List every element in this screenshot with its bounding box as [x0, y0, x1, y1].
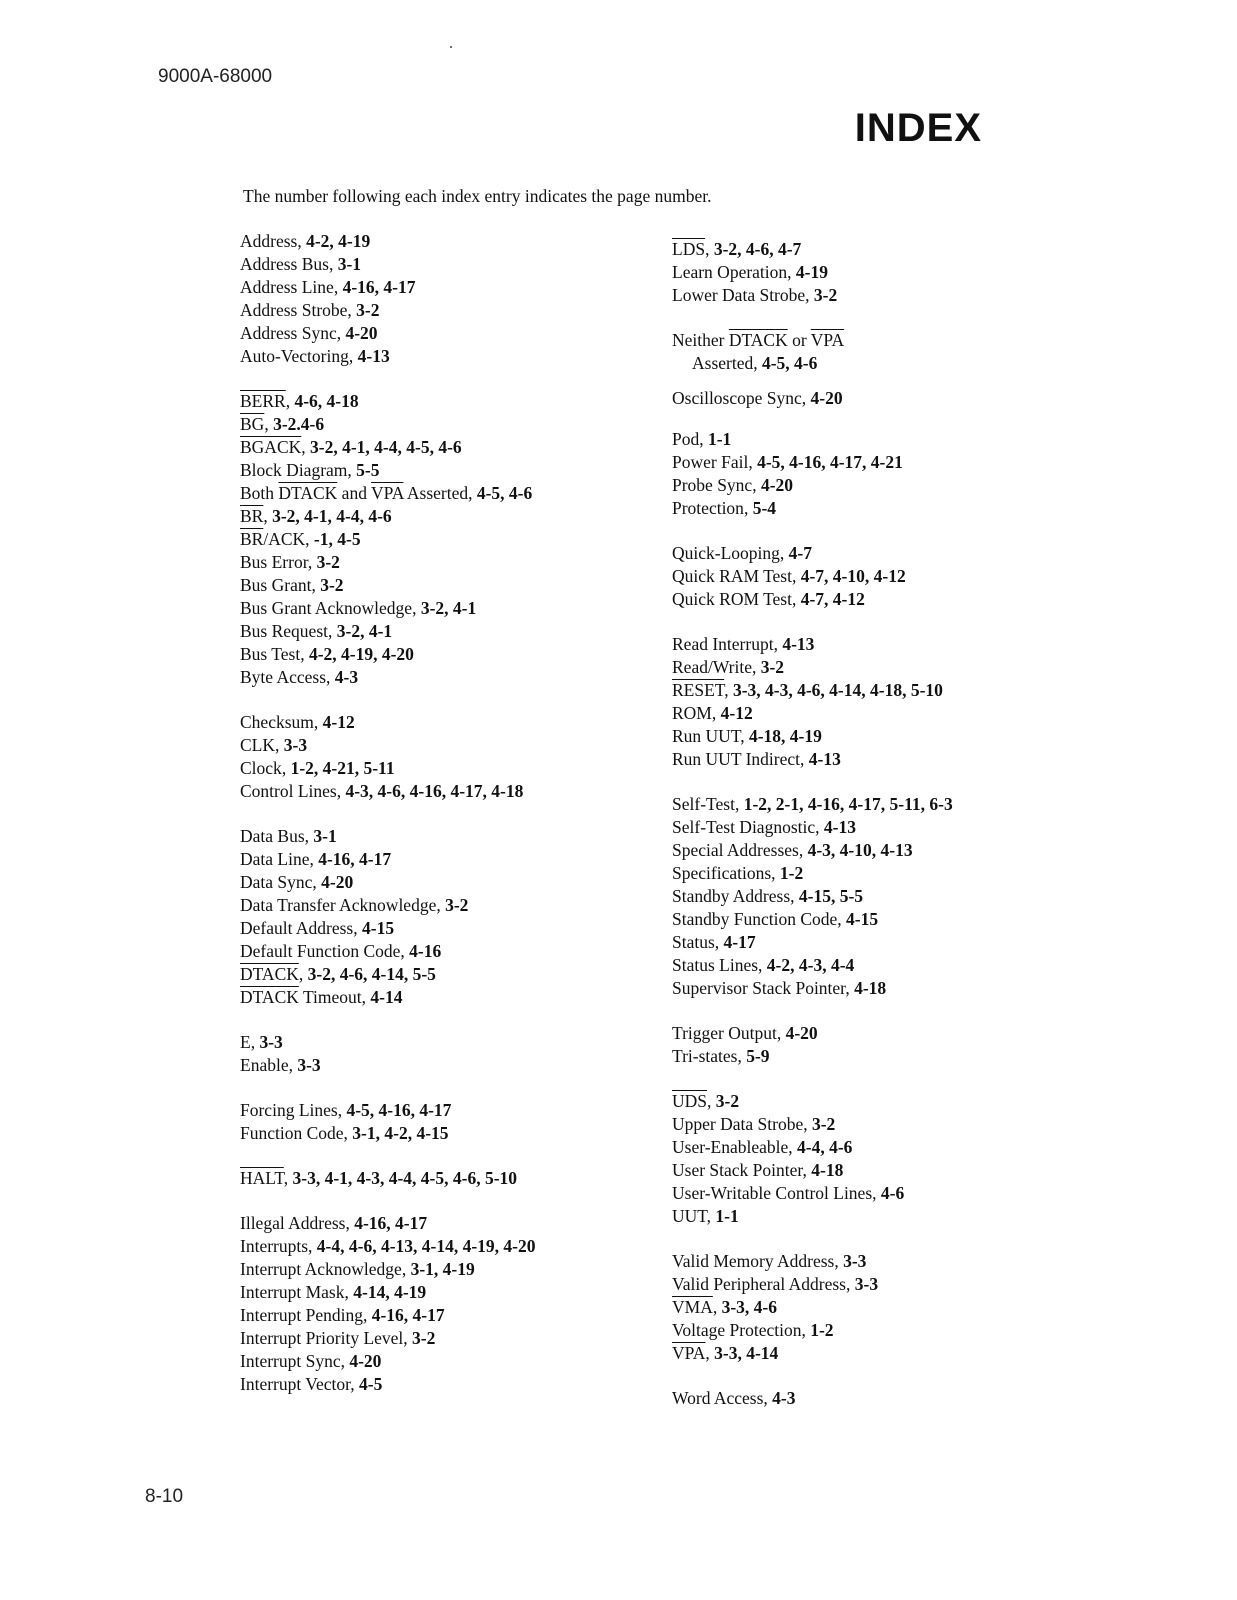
index-entry: User-Enableable, 4-4, 4-6: [672, 1137, 853, 1157]
index-entry: Word Access, 4-3: [672, 1388, 796, 1408]
scan-speck: [450, 46, 452, 48]
index-entry: E, 3-3: [240, 1032, 283, 1052]
index-entry: Interrupt Mask, 4-14, 4-19: [240, 1282, 427, 1302]
index-group-v: [672, 1250, 1092, 1365]
index-group-t: [672, 1022, 1092, 1068]
index-entry: Supervisor Stack Pointer, 4-18: [672, 978, 887, 998]
index-group-f: [240, 1099, 660, 1145]
index-entry: Default Function Code, 4-16: [240, 941, 442, 961]
index-entry: Interrupt Priority Level, 3-2: [240, 1328, 436, 1348]
index-entry: Quick RAM Test, 4-7, 4-10, 4-12: [672, 566, 906, 586]
index-entry: Valid Peripheral Address, 3-3: [672, 1274, 879, 1294]
index-entry: Address Sync, 4-20: [240, 323, 378, 343]
index-entry: Interrupts, 4-4, 4-6, 4-13, 4-14, 4-19, 4-20: [240, 1236, 536, 1256]
index-entry: Status, 4-17: [672, 932, 756, 952]
page-title: INDEX: [854, 106, 982, 150]
index-entry: Forcing Lines, 4-5, 4-16, 4-17: [240, 1100, 452, 1120]
index-entry: Interrupt Pending, 4-16, 4-17: [240, 1305, 445, 1325]
index-entry: Bus Error, 3-2: [240, 552, 340, 572]
index-entry: Bus Request, 3-2, 4-1: [240, 621, 393, 641]
index-entry: Oscilloscope Sync, 4-20: [672, 388, 843, 408]
index-group-p: [672, 428, 1092, 520]
index-entry: Interrupt Acknowledge, 3-1, 4-19: [240, 1259, 475, 1279]
index-entry: $\overline{LDS}$, 3-2, 4-6, 4-7: [672, 239, 802, 259]
index-entry: User Stack Pointer, 4-18: [672, 1160, 844, 1180]
index-entry: $\overline{BR}$/ACK, -1, 4-5: [240, 529, 361, 549]
index-entry: Quick ROM Test, 4-7, 4-12: [672, 589, 865, 609]
index-entry: Address Strobe, 3-2: [240, 300, 380, 320]
index-entry: Data Bus, 3-1: [240, 826, 337, 846]
index-group-h: [240, 1167, 660, 1190]
index-entry: ROM, 4-12: [672, 703, 753, 723]
index-group-n: [672, 329, 1092, 375]
index-entry: BERR, 4-6, 4-18: [240, 391, 359, 411]
index-group-d: [240, 825, 660, 1009]
index-group-q: [672, 542, 1092, 611]
index-entry: Default Address, 4-15: [240, 918, 395, 938]
index-entry: Specifications, 1-2: [672, 863, 804, 883]
index-group-i: [240, 1212, 660, 1396]
index-entry: Voltage Protection, 1-2: [672, 1320, 834, 1340]
index-entry: RESET, 3-3, 4-3, 4-6, 4-14, 4-18, 5-10: [672, 680, 943, 700]
index-entry: Address, 4-2, 4-19: [240, 231, 371, 251]
index-entry: Both DTACK and $\overline{VPA}$ Asserted, 4-5, 4-6: [240, 483, 533, 503]
index-entry: Run UUT Indirect, 4-13: [672, 749, 841, 769]
index-entry: Data Transfer Acknowledge, 3-2: [240, 895, 469, 915]
index-entry: Status Lines, 4-2, 4-3, 4-4: [672, 955, 855, 975]
index-column-right: [672, 230, 1092, 1432]
index-entry: Learn Operation, 4-19: [672, 262, 828, 282]
index-entry: Neither DTACK or $\overline{VPA}$: [672, 330, 845, 350]
index-entry: Quick-Looping, 4-7: [672, 543, 812, 563]
index-entry: CLK, 3-3: [240, 735, 308, 755]
index-entry: $\overline{VPA}$, 3-3, 4-14: [672, 1343, 779, 1363]
index-entry: Read/Write, 3-2: [672, 657, 785, 677]
index-entry: Tri-states, 5-9: [672, 1046, 770, 1066]
index-group-s: [672, 793, 1092, 1000]
index-entry: Block Diagram, 5-5: [240, 460, 380, 480]
index-entry: DTACK, 3-2, 4-6, 4-14, 5-5: [240, 964, 436, 984]
index-entry: Address Bus, 3-1: [240, 254, 362, 274]
index-entry: BGACK, 3-2, 4-1, 4-4, 4-5, 4-6: [240, 437, 462, 457]
index-entry: Standby Address, 4-15, 5-5: [672, 886, 864, 906]
index-group-e: [240, 1031, 660, 1077]
index-entry: Control Lines, 4-3, 4-6, 4-16, 4-17, 4-18: [240, 781, 524, 801]
index-group-w: [672, 1387, 1092, 1410]
index-entry: User-Writable Control Lines, 4-6: [672, 1183, 905, 1203]
index-entry: Byte Access, 4-3: [240, 667, 359, 687]
index-entry: Checksum, 4-12: [240, 712, 355, 732]
index-entry: $\overline{VMA}$, 3-3, 4-6: [672, 1297, 777, 1317]
index-group-u: [672, 1090, 1092, 1228]
index-entry: Pod, 1-1: [672, 429, 732, 449]
index-entry: Protection, 5-4: [672, 498, 777, 518]
index-entry: $\overline{BR}$, 3-2, 4-1, 4-4, 4-6: [240, 506, 392, 526]
index-entry: Power Fail, 4-5, 4-16, 4-17, 4-21: [672, 452, 903, 472]
index-entry: Upper Data Strobe, 3-2: [672, 1114, 836, 1134]
index-entry: $\overline{BG}$, 3-2.4-6: [240, 414, 325, 434]
index-entry: Bus Grant, 3-2: [240, 575, 344, 595]
index-group-a: [240, 230, 660, 368]
index-entry: Interrupt Sync, 4-20: [240, 1351, 382, 1371]
index-entry: Special Addresses, 4-3, 4-10, 4-13: [672, 840, 913, 860]
index-entry: Data Line, 4-16, 4-17: [240, 849, 392, 869]
index-entry: Data Sync, 4-20: [240, 872, 354, 892]
index-group-r: [672, 633, 1092, 771]
document-id: 9000A-68000: [158, 66, 273, 87]
index-group-o: [672, 387, 1092, 410]
index-entry: $\overline{UDS}$, 3-2: [672, 1091, 740, 1111]
index-group-l: [672, 238, 1092, 307]
index-entry: Address Line, 4-16, 4-17: [240, 277, 416, 297]
index-group-b: [240, 390, 660, 689]
index-entry: Interrupt Vector, 4-5: [240, 1374, 383, 1394]
intro-text: The number following each index entry indicates the page number.: [243, 186, 712, 206]
index-entry: HALT, 3-3, 4-1, 4-3, 4-4, 4-5, 4-6, 5-10: [240, 1168, 518, 1188]
index-entry: Run UUT, 4-18, 4-19: [672, 726, 822, 746]
index-entry: Read Interrupt, 4-13: [672, 634, 815, 654]
index-entry: Probe Sync, 4-20: [672, 475, 794, 495]
index-column-left: [240, 230, 660, 1418]
index-entry: Bus Test, 4-2, 4-19, 4-20: [240, 644, 414, 664]
index-entry: Valid Memory Address, 3-3: [672, 1251, 867, 1271]
index-entry: Enable, 3-3: [240, 1055, 321, 1075]
index-entry: Bus Grant Acknowledge, 3-2, 4-1: [240, 598, 477, 618]
index-entry-continuation: Asserted, 4-5, 4-6: [692, 353, 818, 373]
index-entry: Auto-Vectoring, 4-13: [240, 346, 390, 366]
index-entry: Self-Test, 1-2, 2-1, 4-16, 4-17, 5-11, 6-3: [672, 794, 953, 814]
index-entry: Function Code, 3-1, 4-2, 4-15: [240, 1123, 449, 1143]
index-entry: DTACK Timeout, 4-14: [240, 987, 403, 1007]
index-group-c: [240, 711, 660, 803]
index-entry: Illegal Address, 4-16, 4-17: [240, 1213, 428, 1233]
index-entry: Lower Data Strobe, 3-2: [672, 285, 838, 305]
page-number: 8-10: [145, 1486, 184, 1507]
index-entry: Clock, 1-2, 4-21, 5-11: [240, 758, 395, 778]
index-entry: UUT, 1-1: [672, 1206, 739, 1226]
index-entry: Trigger Output, 4-20: [672, 1023, 818, 1043]
index-entry: Standby Function Code, 4-15: [672, 909, 879, 929]
index-entry: Self-Test Diagnostic, 4-13: [672, 817, 856, 837]
